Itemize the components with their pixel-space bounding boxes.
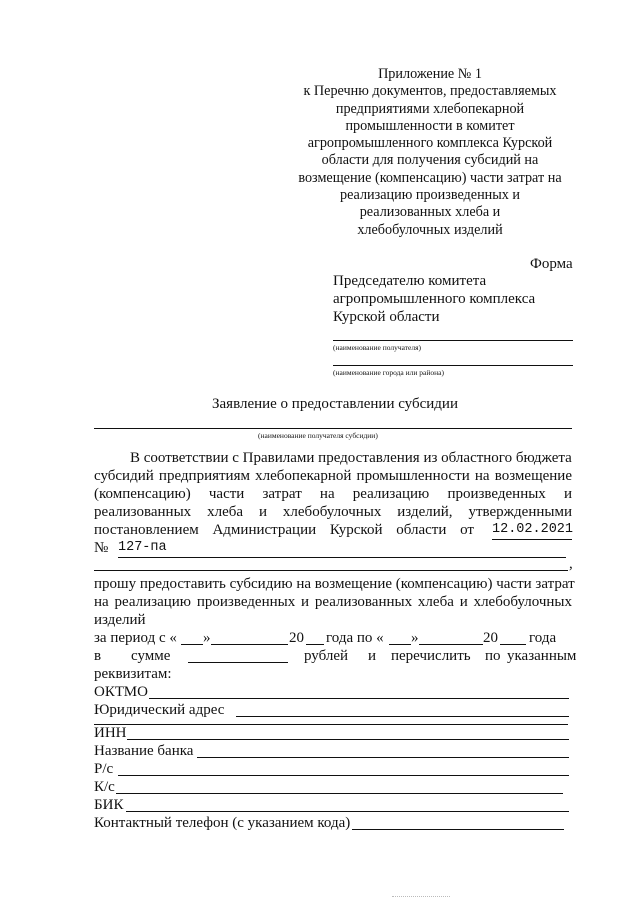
inn-row bbox=[94, 724, 572, 742]
appendix-line: к Перечню документов, предоставляемых bbox=[303, 83, 557, 100]
period-from-month-field[interactable] bbox=[211, 644, 288, 645]
recipient-caption: (наименование получателя) bbox=[333, 343, 422, 352]
addressee-block bbox=[333, 272, 535, 326]
inn-label: ИНН bbox=[94, 725, 127, 741]
sum-word: и bbox=[368, 648, 377, 664]
phone-label: Контактный телефон (с указанием кода) bbox=[94, 815, 351, 831]
request-line: изделий bbox=[94, 612, 146, 628]
body-line: субсидий предприятиям хлебопекарной промышленности на возмещение bbox=[94, 468, 572, 484]
oktmo-row bbox=[94, 683, 572, 701]
appendix-line: предприятиями хлебопекарной bbox=[335, 100, 525, 117]
sum-word: указанным bbox=[507, 648, 577, 664]
appendix-line: области для получения субсидий на bbox=[321, 152, 539, 169]
bank-name-label: Название банка bbox=[94, 743, 194, 759]
appendix-line: реализацию произведенных и bbox=[339, 187, 521, 204]
decree-number-row bbox=[94, 539, 572, 557]
city-caption: (наименование города или района) bbox=[333, 368, 444, 377]
appendix-title: Приложение № 1 bbox=[378, 66, 482, 82]
year-word: года по « bbox=[326, 630, 384, 646]
scan-artifact bbox=[392, 896, 450, 897]
appendix-block bbox=[280, 66, 580, 239]
period-to-day-field[interactable] bbox=[389, 644, 411, 645]
form-label: Форма bbox=[530, 256, 573, 272]
body-line-first: В соответствии с Правилами предоставления из областного бюджета bbox=[130, 450, 572, 466]
additional-line-field[interactable] bbox=[94, 570, 568, 571]
period-from-label: за период с « bbox=[94, 630, 177, 646]
request-line: прошу предоставить субсидию на возмещение (компенсацию) части затрат bbox=[94, 576, 575, 592]
legal-address-field[interactable] bbox=[236, 716, 569, 717]
body-line-decree bbox=[94, 521, 572, 539]
close-quote: » bbox=[203, 630, 211, 646]
bik-row bbox=[94, 796, 572, 814]
oktmo-field[interactable] bbox=[149, 698, 569, 699]
year-prefix: 20 bbox=[483, 630, 498, 646]
rs-row bbox=[94, 760, 572, 778]
sum-amount-field[interactable] bbox=[188, 662, 288, 663]
legal-address-row bbox=[94, 701, 572, 719]
subsidy-recipient-caption: (наименование получателя субсидии) bbox=[258, 431, 378, 440]
inn-field[interactable] bbox=[127, 739, 569, 740]
period-from-year-field[interactable] bbox=[306, 644, 324, 645]
period-from-day-field[interactable] bbox=[181, 644, 203, 645]
phone-field[interactable] bbox=[352, 829, 564, 830]
decree-date: 12.02.2021 bbox=[492, 521, 572, 540]
year-word: года bbox=[529, 630, 557, 646]
addressee-line: Председателю комитета bbox=[333, 273, 487, 289]
statement-title: Заявление о предоставлении субсидии bbox=[212, 396, 458, 412]
rs-label: Р/с bbox=[94, 761, 114, 777]
year-prefix: 20 bbox=[289, 630, 304, 646]
requisites-label: реквизитам: bbox=[94, 666, 172, 682]
decree-text: постановлением Администрации Курской области от bbox=[94, 522, 474, 538]
request-line: на реализацию произведенных и реализованных хлеба и хлебобулочных bbox=[94, 594, 572, 610]
sum-word: сумме bbox=[131, 648, 171, 664]
period-to-month-field[interactable] bbox=[419, 644, 483, 645]
rs-field[interactable] bbox=[118, 775, 569, 776]
sum-word: перечислить bbox=[391, 648, 471, 664]
sum-word: по bbox=[485, 648, 501, 664]
recipient-name-field[interactable] bbox=[333, 340, 573, 341]
legal-address-label: Юридический адрес bbox=[94, 702, 225, 718]
appendix-line: возмещение (компенсацию) части затрат на bbox=[298, 169, 562, 186]
bank-name-row bbox=[94, 742, 572, 760]
close-quote: » bbox=[411, 630, 419, 646]
bik-label: БИК bbox=[94, 797, 124, 813]
period-to-year-field[interactable] bbox=[500, 644, 526, 645]
city-name-field[interactable] bbox=[333, 365, 573, 366]
ks-field[interactable] bbox=[116, 793, 563, 794]
oktmo-label: ОКТМО bbox=[94, 684, 148, 700]
addressee-line: Курской области bbox=[333, 309, 440, 325]
bank-name-field[interactable] bbox=[197, 757, 569, 758]
body-line: (компенсацию) части затрат на реализацию произведенных и bbox=[94, 486, 572, 502]
subsidy-recipient-field[interactable] bbox=[94, 428, 572, 429]
sum-word: рублей bbox=[304, 648, 349, 664]
appendix-line: промышленности в комитет bbox=[345, 117, 515, 134]
bik-field[interactable] bbox=[126, 811, 569, 812]
ks-row bbox=[94, 778, 572, 796]
decree-number: 127-па bbox=[118, 539, 566, 558]
phone-row bbox=[94, 814, 572, 832]
appendix-line: реализованных хлеба и bbox=[359, 204, 501, 221]
number-label: № bbox=[94, 540, 109, 556]
appendix-line: хлебобулочных изделий bbox=[357, 221, 503, 238]
ks-label: К/с bbox=[94, 779, 115, 795]
addressee-line: агропромышленного комплекса bbox=[333, 291, 536, 307]
appendix-line: агропромышленного комплекса Курской bbox=[307, 135, 553, 152]
sum-word: в bbox=[94, 648, 102, 664]
body-line: реализованных хлеба и хлебобулочных изделий, утвержденными bbox=[94, 504, 572, 520]
comma: , bbox=[569, 556, 573, 572]
